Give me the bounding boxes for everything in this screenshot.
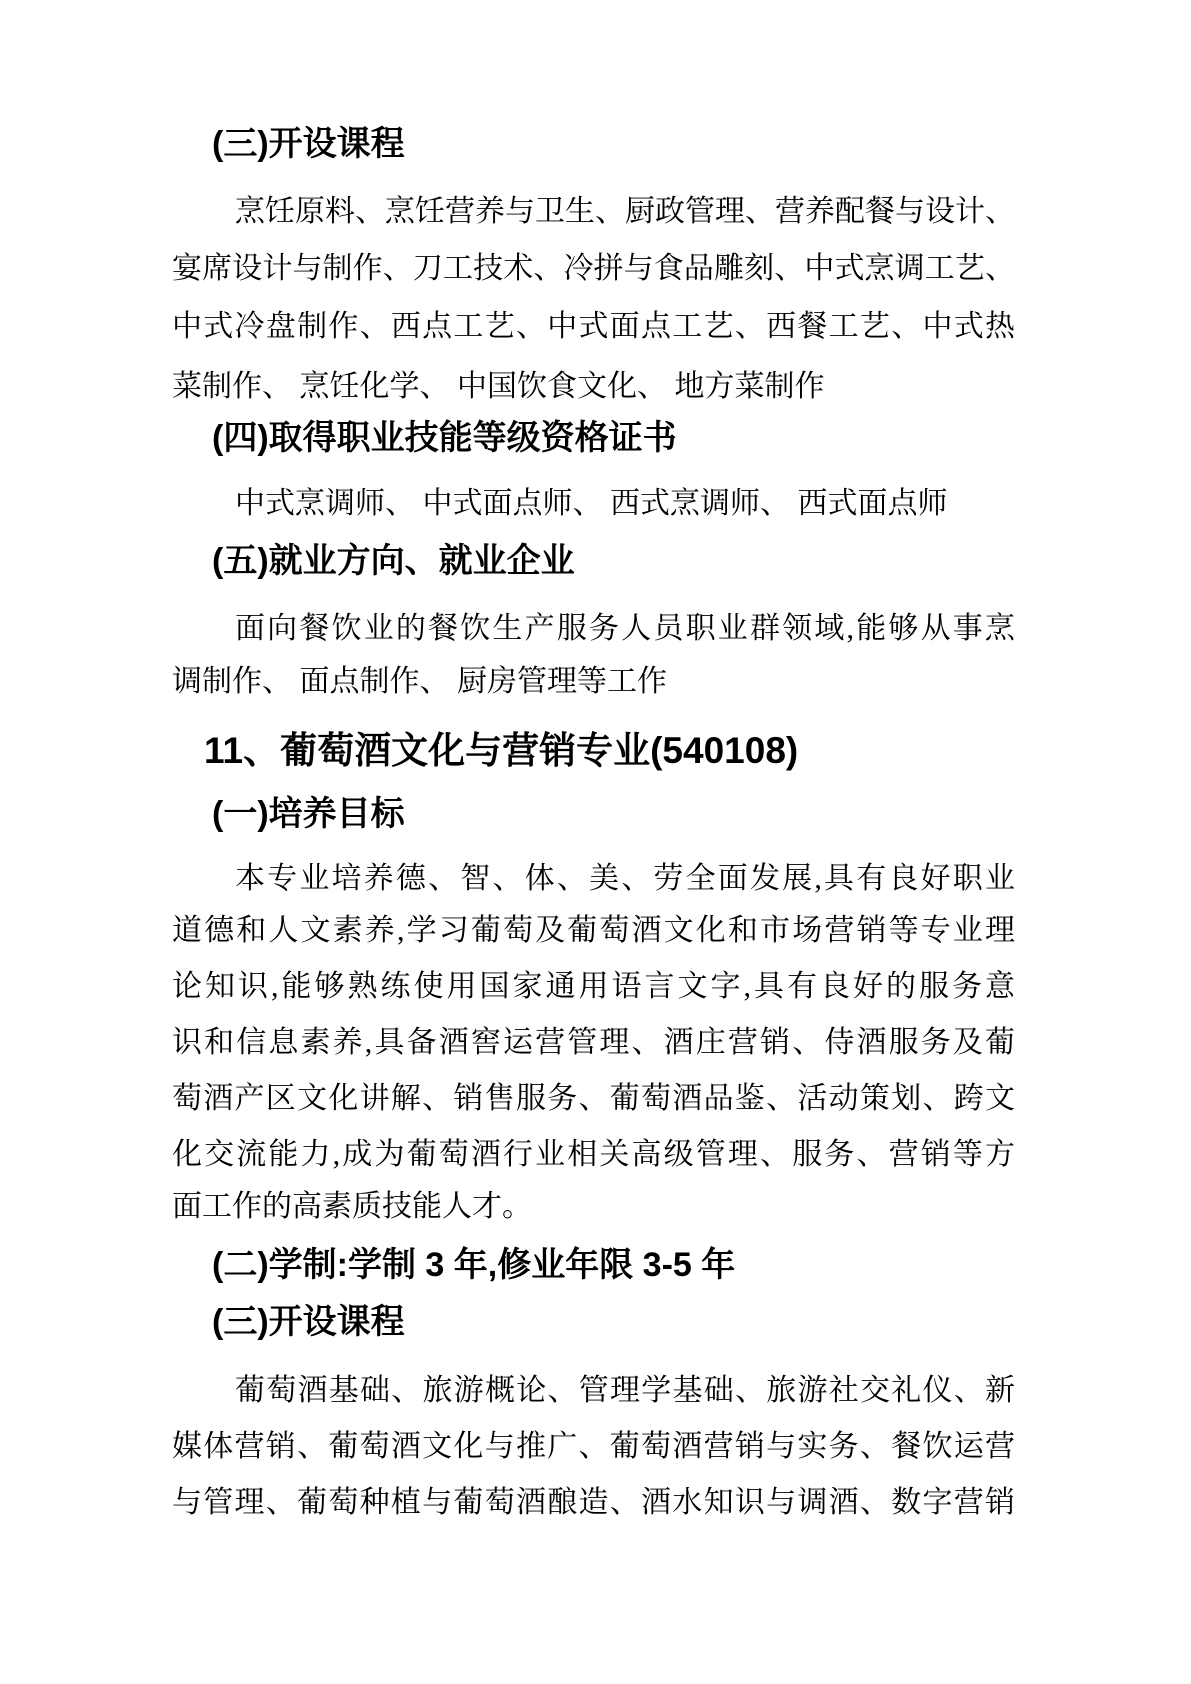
section-heading: (三)开设课程 xyxy=(212,125,405,163)
text-line: 中式冷盘制作、西点工艺、中式面点工艺、西餐工艺、中式热 xyxy=(172,310,1015,343)
text-line: 宴席设计与制作、刀工技术、冷拼与食品雕刻、中式烹调工艺、 xyxy=(172,252,1015,285)
text-line: 与管理、葡萄种植与葡萄酒酿造、酒水知识与调酒、数字营销 xyxy=(172,1486,1015,1519)
section-heading: 11、葡萄酒文化与营销专业(540108) xyxy=(204,730,799,771)
section-heading: (五)就业方向、就业企业 xyxy=(212,542,575,580)
text-line: 本专业培养德、智、体、美、劳全面发展,具有良好职业 xyxy=(235,862,1015,895)
text-line: 道德和人文素养,学习葡萄及葡萄酒文化和市场营销等专业理 xyxy=(172,914,1015,947)
text-line: 论知识,能够熟练使用国家通用语言文字,具有良好的服务意 xyxy=(172,970,1015,1003)
section-heading: (二)学制:学制 3 年,修业年限 3-5 年 xyxy=(212,1246,736,1284)
text-line: 化交流能力,成为葡萄酒行业相关高级管理、服务、营销等方 xyxy=(172,1138,1015,1171)
section-heading: (三)开设课程 xyxy=(212,1303,405,1341)
text-line: 调制作、 面点制作、 厨房管理等工作 xyxy=(172,665,667,698)
section-heading: (一)培养目标 xyxy=(212,795,405,833)
text-line: 面向餐饮业的餐饮生产服务人员职业群领域,能够从事烹 xyxy=(235,612,1015,645)
text-line: 面工作的高素质技能人才。 xyxy=(172,1190,532,1223)
section-heading: (四)取得职业技能等级资格证书 xyxy=(212,419,677,457)
text-line: 中式烹调师、 中式面点师、 西式烹调师、 西式面点师 xyxy=(235,487,948,520)
text-line: 萄酒产区文化讲解、销售服务、葡萄酒品鉴、活动策划、跨文 xyxy=(172,1082,1015,1115)
text-line: 菜制作、 烹饪化学、 中国饮食文化、 地方菜制作 xyxy=(172,370,825,403)
text-line: 烹饪原料、烹饪营养与卫生、厨政管理、营养配餐与设计、 xyxy=(235,195,1015,228)
text-line: 媒体营销、葡萄酒文化与推广、葡萄酒营销与实务、餐饮运营 xyxy=(172,1430,1015,1463)
text-line: 识和信息素养,具备酒窖运营管理、酒庄营销、侍酒服务及葡 xyxy=(172,1026,1015,1059)
text-line: 葡萄酒基础、旅游概论、管理学基础、旅游社交礼仪、新 xyxy=(235,1374,1015,1407)
